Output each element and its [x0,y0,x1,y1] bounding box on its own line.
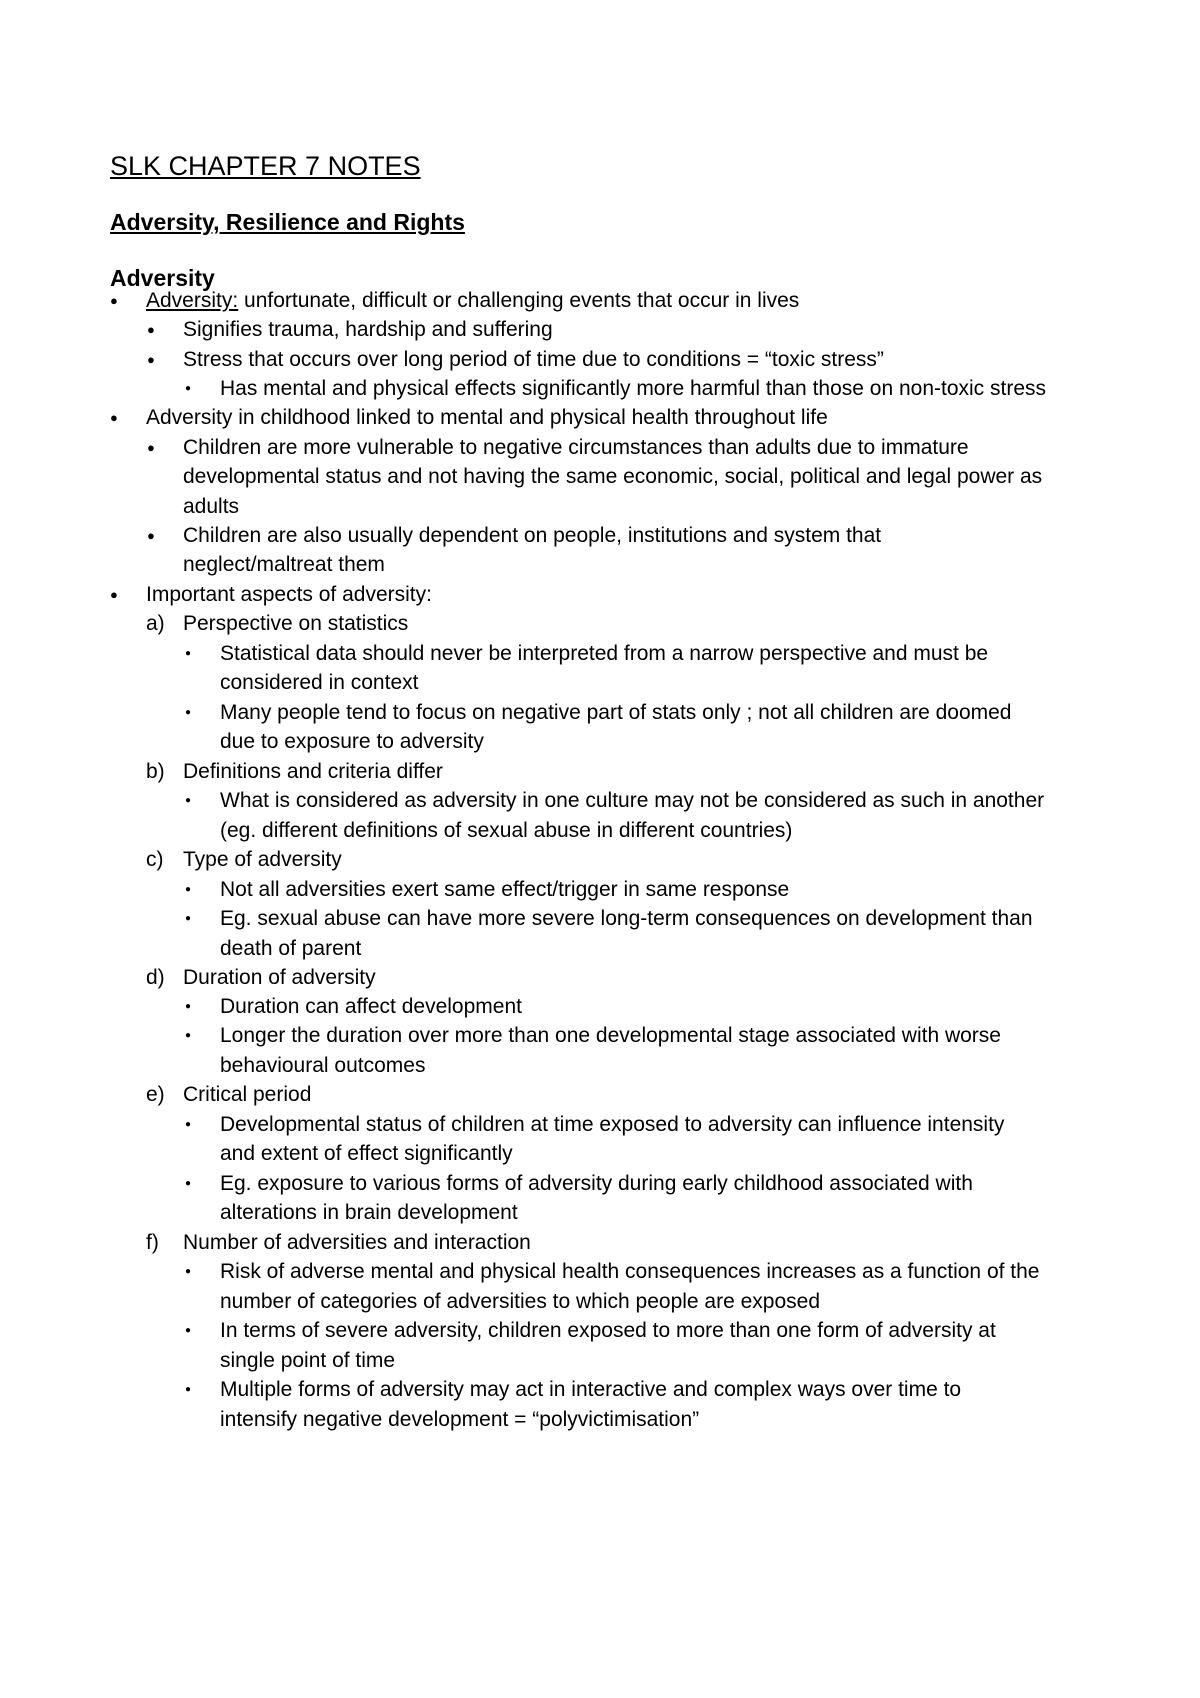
list-item-line: Eg. exposure to various forms of adversity during early childhood associated with [220,1172,973,1195]
list-item-line: Statistical data should never be interpreted from a narrow perspective and must be [220,642,989,665]
list-item: Perspective on statistics [183,612,409,635]
bullet-icon: ● [185,1178,192,1189]
bullet-icon: ● [147,440,155,455]
list-item-line: What is considered as adversity in one culture may not be considered as such in another [220,789,1045,812]
list-marker: a) [146,612,165,635]
bullet-icon: ● [147,528,155,543]
list-item-line: neglect/maltreat them [183,553,385,576]
list-item-text: unfortunate, difficult or challenging events that occur in lives [238,289,800,312]
bullet-icon: ● [110,410,118,425]
document-title: SLK CHAPTER 7 NOTES [110,151,421,181]
list-item: Has mental and physical effects significantly more harmful than those on non-toxic stress [220,377,1047,400]
list-item-line: Children are more vulnerable to negative circumstances than adults due to immature [183,436,969,459]
bullet-icon: ● [185,1325,192,1336]
list-item: Type of adversity [183,848,342,871]
bullet-icon: ● [185,795,192,806]
list-item-line: death of parent [220,937,362,960]
list-item-line: and extent of effect significantly [220,1142,513,1165]
bullet-icon: ● [185,1384,192,1395]
list-item [146,285,799,317]
list-item-line: Children are also usually dependent on people, institutions and system that [183,524,882,547]
list-item: Stress that occurs over long period of time due to conditions = “toxic stress” [183,348,884,371]
section-subtitle: Adversity, Resilience and Rights [110,209,465,235]
list-marker: b) [146,760,165,783]
list-item-line: (eg. different definitions of sexual abuse in different countries) [220,819,793,842]
list-item: Duration can affect development [220,995,522,1018]
list-marker: d) [146,966,165,989]
bullet-icon: ● [185,1266,192,1277]
list-item-line: behavioural outcomes [220,1054,426,1077]
list-item-line: intensify negative development = “polyvictimisation” [220,1408,700,1431]
bullet-icon: ● [185,913,192,924]
bullet-icon: ● [147,322,155,337]
list-item-line: Developmental status of children at time exposed to adversity can influence intensity [220,1113,1005,1136]
list-item-line: Eg. sexual abuse can have more severe long-term consequences on development than [220,907,1033,930]
term-label: Adversity: [146,289,239,312]
bullet-icon: ● [147,352,155,367]
list-item-line: adults [183,495,240,518]
list-item-line: due to exposure to adversity [220,730,484,753]
bullet-icon: ● [185,884,192,895]
list-item-line: Many people tend to focus on negative part of stats only ; not all children are doomed [220,701,1012,724]
bullet-icon: ● [110,587,118,602]
list-item-line: considered in context [220,671,419,694]
list-item: Number of adversities and interaction [183,1231,531,1254]
section-heading: Adversity [110,265,215,291]
list-marker: c) [146,848,164,871]
list-item: Important aspects of adversity: [146,583,432,606]
list-item: Adversity in childhood linked to mental and physical health throughout life [146,406,828,429]
list-item-line: In terms of severe adversity, children exposed to more than one form of adversity at [220,1319,996,1342]
list-marker: e) [146,1083,165,1106]
bullet-icon: ● [185,1119,192,1130]
list-item-line: alterations in brain development [220,1201,518,1224]
list-item: Critical period [183,1083,312,1106]
list-item-line: number of categories of adversities to which people are exposed [220,1290,821,1313]
list-item: Definitions and criteria differ [183,760,443,783]
list-item: Duration of adversity [183,966,376,989]
list-item-line: developmental status and not having the same economic, social, political and legal power as [183,465,1043,488]
list-item-line: Longer the duration over more than one developmental stage associated with worse [220,1024,1001,1047]
list-item-line: single point of time [220,1349,396,1372]
list-item: Not all adversities exert same effect/trigger in same response [220,878,790,901]
bullet-icon: ● [185,707,192,718]
bullet-icon: ● [185,383,192,394]
list-item-line: Multiple forms of adversity may act in interactive and complex ways over time to [220,1378,962,1401]
bullet-icon: ● [110,293,118,308]
list-item: Signifies trauma, hardship and suffering [183,318,553,341]
bullet-icon: ● [185,1001,192,1012]
list-marker: f) [146,1231,159,1254]
bullet-icon: ● [185,648,192,659]
list-item-line: Risk of adverse mental and physical health consequences increases as a function of the [220,1260,1040,1283]
bullet-icon: ● [185,1030,192,1041]
